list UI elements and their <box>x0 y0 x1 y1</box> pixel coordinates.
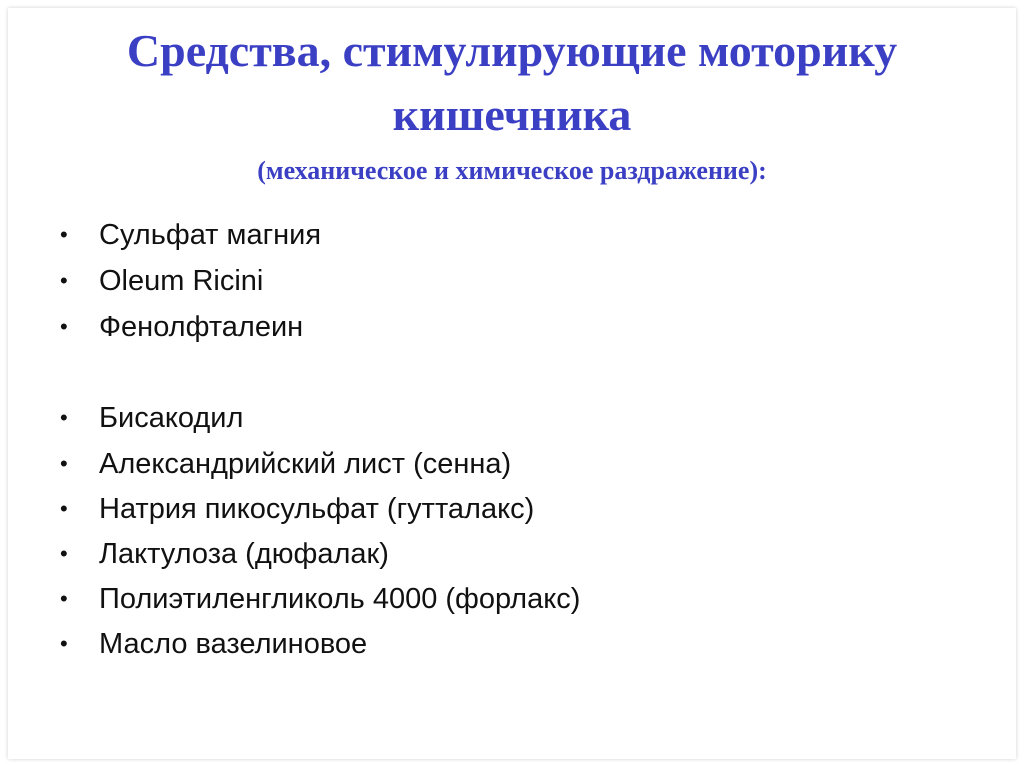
list-item-text: Сульфат магния <box>99 219 322 251</box>
list-item-text: Лактулоза (дюфалак) <box>99 538 389 570</box>
slide-subtitle: (механическое и химическое раздражение): <box>257 156 767 185</box>
list-item-text: Масло вазелиновое <box>99 628 368 660</box>
list-item <box>60 537 389 571</box>
bullet-icon: • <box>60 314 68 339</box>
list-item-text: Полиэтиленгликоль 4000 (форлакс) <box>99 583 581 615</box>
bullet-icon: • <box>60 405 68 430</box>
list-item <box>60 310 303 344</box>
bullet-icon: • <box>60 222 68 247</box>
list-item-text: Oleum Ricini <box>99 265 264 297</box>
slide-title-line1: Средства, стимулирующие моторику <box>126 25 898 76</box>
bullet-icon: • <box>60 268 68 293</box>
list-item <box>60 401 243 435</box>
list-item <box>60 447 511 481</box>
slide <box>8 8 1016 759</box>
list-item-text: Фенолфталеин <box>99 311 304 343</box>
list-item <box>60 492 534 526</box>
list-item <box>60 627 367 661</box>
list-item-text: Натрия пикосульфат (гутталакс) <box>99 493 535 525</box>
bullet-icon: • <box>60 451 68 476</box>
list-item <box>60 582 580 616</box>
bullet-icon: • <box>60 541 68 566</box>
list-item <box>60 264 263 298</box>
list-item-text: Бисакодил <box>99 402 244 434</box>
list-item <box>60 218 321 252</box>
slide-title-line2: кишечника <box>392 89 632 140</box>
bullet-icon: • <box>60 586 68 611</box>
bullet-icon: • <box>60 631 68 656</box>
list-item-text: Александрийский лист (сенна) <box>99 448 512 480</box>
bullet-icon: • <box>60 496 68 521</box>
